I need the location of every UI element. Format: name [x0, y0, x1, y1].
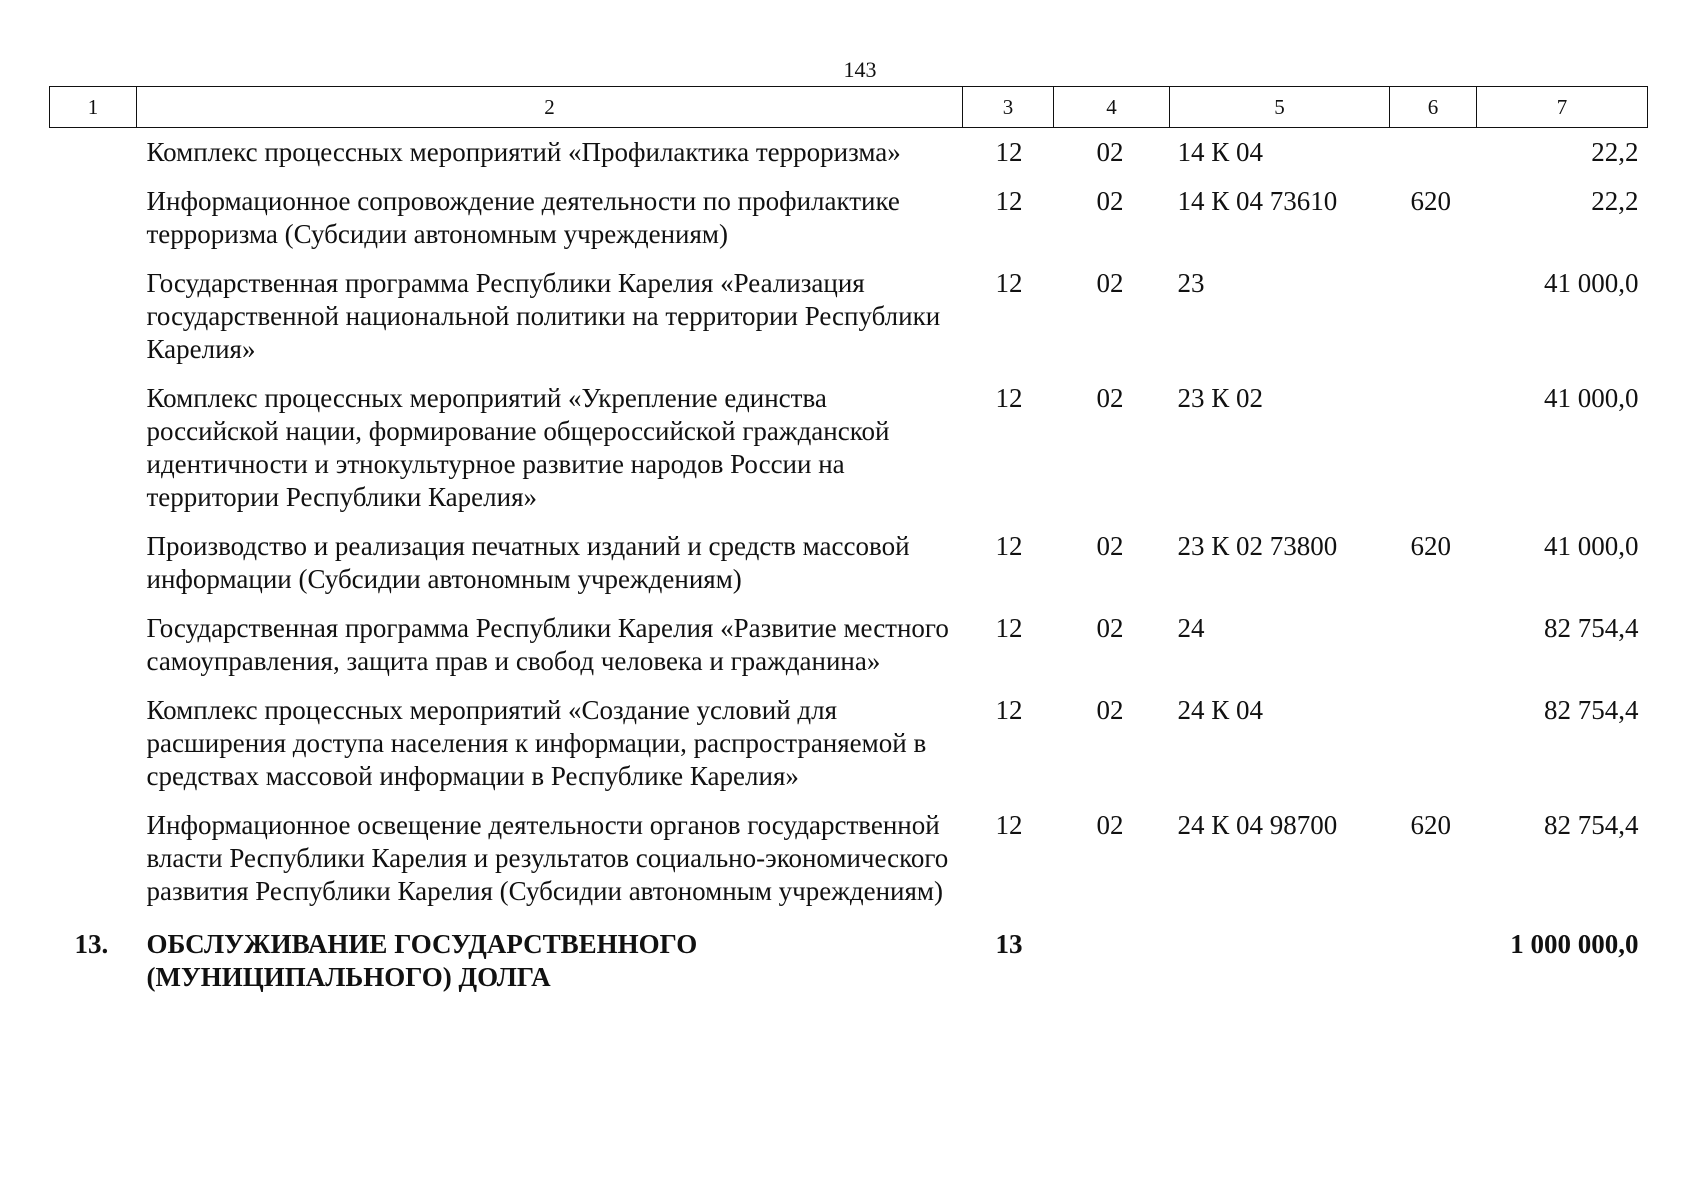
header-col-3: 3 — [963, 87, 1054, 128]
row-name: Государственная программа Республики Карелия «Развитие местного самоуправления, защита прав и свобод человека и гражданина» — [146, 613, 949, 676]
row-amount: 82 754,4 — [1544, 695, 1639, 725]
table-row — [50, 128, 1648, 176]
page-number: 143 — [843, 57, 877, 82]
table-row — [50, 602, 1648, 684]
row-section: 12 — [995, 137, 1023, 167]
header-col-5: 5 — [1170, 87, 1390, 128]
row-subsection: 02 — [1096, 810, 1124, 840]
table-row — [50, 175, 1648, 257]
row-name: Государственная программа Республики Карелия «Реализация государственной национальной политики на территории Республики Карелия» — [146, 268, 941, 364]
row-expense-type: 620 — [1410, 810, 1451, 840]
table-body — [50, 128, 1648, 1001]
row-expense-type — [1390, 602, 1477, 684]
row-target-article: 14 К 04 73610 — [1177, 186, 1338, 216]
row-expense-type — [1390, 372, 1477, 520]
row-number — [50, 175, 137, 257]
row-amount: 41 000,0 — [1544, 383, 1639, 413]
table-row — [50, 372, 1648, 520]
table-header — [50, 87, 1648, 128]
row-target-article: 23 К 02 73800 — [1177, 531, 1338, 561]
row-target-article — [1170, 914, 1390, 1000]
row-subsection: 02 — [1096, 383, 1124, 413]
table-row — [50, 520, 1648, 602]
row-target-article: 14 К 04 — [1177, 137, 1264, 167]
header-col-7: 7 — [1477, 87, 1648, 128]
row-amount: 22,2 — [1591, 186, 1639, 216]
row-amount: 41 000,0 — [1544, 531, 1639, 561]
row-subsection: 02 — [1096, 137, 1124, 167]
row-section: 12 — [995, 383, 1023, 413]
table-row — [50, 799, 1648, 914]
row-subsection: 02 — [1096, 531, 1124, 561]
header-col-6: 6 — [1390, 87, 1477, 128]
row-subsection — [1054, 914, 1170, 1000]
row-section: 12 — [995, 810, 1023, 840]
header-col-4: 4 — [1054, 87, 1170, 128]
row-name: Информационное освещение деятельности органов государственной власти Республики Карелия и результатов социально-экономического развития Республики Карелия (Субсидии автономным учреждениям) — [146, 810, 949, 906]
row-subsection: 02 — [1096, 695, 1124, 725]
table-row — [50, 257, 1648, 372]
row-expense-type — [1390, 914, 1477, 1000]
budget-table — [49, 86, 1648, 1000]
row-expense-type: 620 — [1410, 531, 1451, 561]
row-amount: 82 754,4 — [1544, 810, 1639, 840]
row-amount: 22,2 — [1591, 137, 1639, 167]
row-name: Информационное сопровождение деятельности по профилактике терроризма (Субсидии автономным учреждениям) — [146, 186, 900, 249]
row-number: 13. — [74, 929, 109, 959]
row-name: Производство и реализация печатных изданий и средств массовой информации (Субсидии автономным учреждениям) — [146, 531, 910, 594]
row-section: 12 — [995, 531, 1023, 561]
row-name: Комплекс процессных мероприятий «Укрепление единства российской нации, формирование общероссийской гражданской идентичности и этнокультурное развитие народов России на территории Республики Карелия» — [146, 383, 890, 512]
row-section: 12 — [995, 186, 1023, 216]
row-expense-type — [1390, 128, 1477, 176]
row-number — [50, 257, 137, 372]
row-amount: 1 000 000,0 — [1510, 929, 1639, 959]
row-subsection: 02 — [1096, 186, 1124, 216]
row-name: Комплекс процессных мероприятий «Создание условий для расширения доступа населения к информации, распространяемой в средствах массовой информации в Республике Карелия» — [146, 695, 927, 791]
row-expense-type — [1390, 684, 1477, 799]
row-expense-type: 620 — [1410, 186, 1451, 216]
row-section: 12 — [995, 695, 1023, 725]
row-section: 12 — [995, 268, 1023, 298]
row-subsection: 02 — [1096, 613, 1124, 643]
header-col-1: 1 — [50, 87, 137, 128]
row-expense-type — [1390, 257, 1477, 372]
row-number — [50, 128, 137, 176]
row-amount: 41 000,0 — [1544, 268, 1639, 298]
row-number — [50, 602, 137, 684]
row-target-article: 23 — [1177, 268, 1205, 298]
row-amount: 82 754,4 — [1544, 613, 1639, 643]
row-name: Комплекс процессных мероприятий «Профилактика терроризма» — [146, 137, 901, 167]
row-section: 13 — [995, 929, 1023, 959]
row-name: ОБСЛУЖИВАНИЕ ГОСУДАРСТВЕННОГО (МУНИЦИПАЛЬНОГО) ДОЛГА — [146, 929, 698, 992]
row-target-article: 24 К 04 — [1177, 695, 1264, 725]
table-row — [50, 684, 1648, 799]
header-col-2: 2 — [137, 87, 963, 128]
row-number — [50, 684, 137, 799]
table-row-section-total — [50, 914, 1648, 1000]
row-target-article: 24 — [1177, 613, 1205, 643]
row-target-article: 24 К 04 98700 — [1177, 810, 1338, 840]
row-number — [50, 372, 137, 520]
row-target-article: 23 К 02 — [1177, 383, 1264, 413]
row-number — [50, 520, 137, 602]
row-section: 12 — [995, 613, 1023, 643]
header-row — [50, 87, 1648, 128]
row-number — [50, 799, 137, 914]
row-subsection: 02 — [1096, 268, 1124, 298]
